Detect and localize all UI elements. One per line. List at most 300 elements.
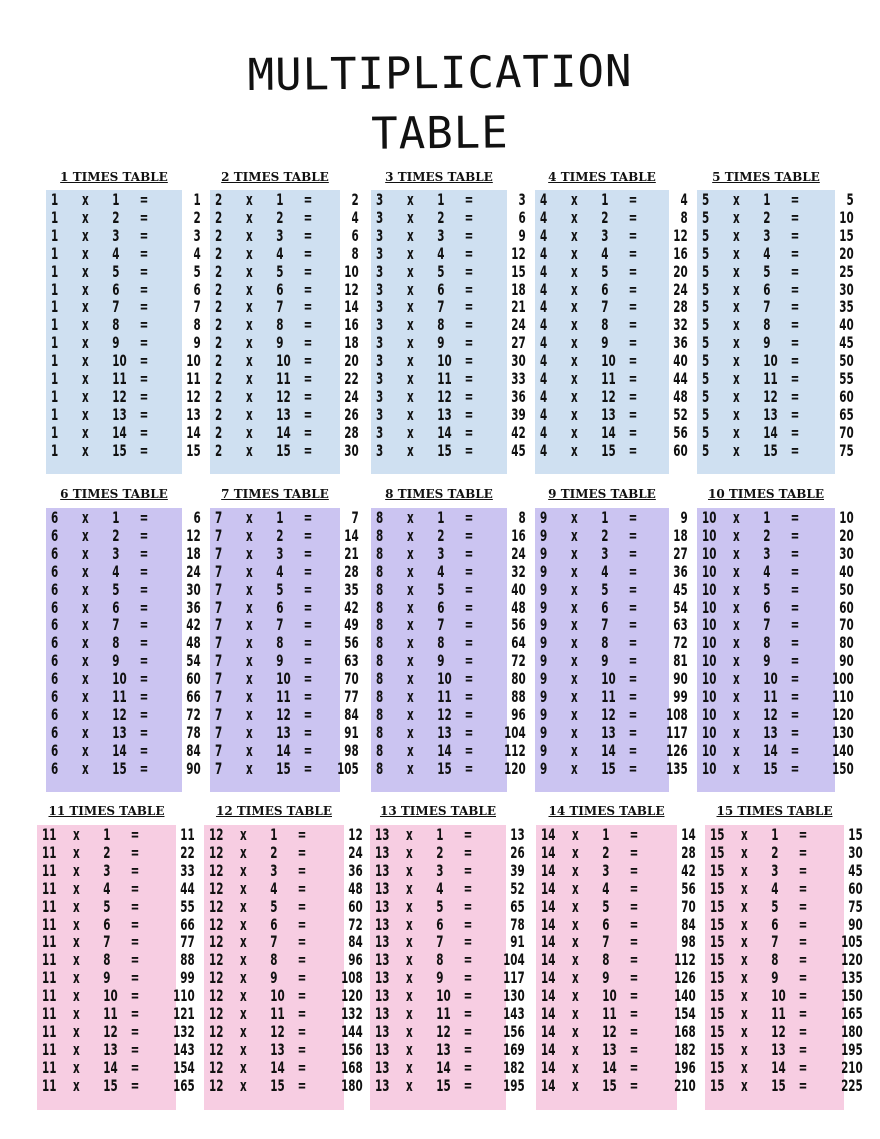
equals-sign: = (464, 225, 474, 245)
operand-a: 10 (702, 615, 717, 635)
table-row (536, 932, 696, 952)
operand-a: 11 (42, 1057, 57, 1077)
equals-sign: = (464, 669, 474, 689)
multiply-sign: x (572, 1039, 579, 1059)
equals-sign: = (139, 261, 149, 281)
operand-a: 1 (51, 369, 59, 388)
product: 16 (511, 525, 526, 545)
equals-sign: = (790, 651, 800, 671)
multiply-sign: x (246, 190, 253, 209)
operand-b: 1 (270, 825, 278, 844)
multiply-sign: x (82, 404, 89, 424)
table-row (535, 543, 688, 563)
table-row (705, 1021, 863, 1041)
operand-a: 4 (540, 369, 548, 388)
equals-sign: = (629, 1057, 639, 1077)
product: 77 (344, 687, 359, 706)
equals-sign: = (628, 561, 638, 581)
multiply-sign: x (406, 986, 413, 1006)
multiply-sign: x (246, 669, 253, 689)
multiply-sign: x (82, 207, 89, 227)
equals-sign: = (629, 914, 639, 934)
product: 90 (839, 651, 854, 671)
equals-sign: = (464, 758, 474, 778)
equals-sign: = (464, 597, 474, 617)
operand-a: 13 (375, 1039, 390, 1059)
multiply-sign: x (246, 404, 253, 424)
multiply-sign: x (571, 525, 578, 545)
multiply-sign: x (82, 525, 89, 545)
operand-a: 15 (710, 932, 725, 952)
operand-b: 3 (436, 860, 444, 880)
equals-sign: = (464, 615, 474, 635)
operand-b: 3 (112, 543, 120, 563)
operand-a: 8 (376, 633, 384, 653)
table-row (46, 225, 201, 245)
product: 27 (511, 333, 526, 353)
operand-a: 10 (702, 561, 717, 581)
table-row (210, 561, 359, 581)
operand-a: 1 (51, 440, 59, 460)
multiply-sign: x (407, 422, 414, 442)
operand-b: 9 (276, 651, 284, 671)
operand-b: 8 (436, 950, 444, 970)
multiply-sign: x (73, 825, 80, 844)
equals-sign: = (628, 315, 638, 335)
operand-a: 14 (541, 1057, 556, 1077)
operand-b: 11 (276, 687, 291, 706)
equals-sign: = (297, 1075, 307, 1095)
table-row (371, 669, 526, 689)
multiply-sign: x (733, 333, 740, 353)
equals-sign: = (464, 722, 474, 742)
multiply-sign: x (572, 932, 579, 952)
table-row (371, 687, 526, 706)
equals-sign: = (798, 1039, 808, 1059)
operand-a: 2 (215, 386, 223, 406)
multiply-sign: x (82, 579, 89, 599)
operand-a: 7 (215, 525, 223, 545)
operand-a: 10 (702, 579, 717, 599)
operand-a: 12 (209, 968, 224, 988)
multiply-sign: x (571, 440, 578, 460)
operand-b: 14 (112, 422, 127, 442)
product: 11 (180, 825, 195, 844)
product: 72 (186, 704, 201, 724)
table-heading-2: 2 TIMES TABLE (221, 170, 329, 184)
product: 24 (511, 543, 526, 563)
product: 98 (344, 740, 359, 760)
product: 91 (510, 932, 525, 952)
operand-b: 8 (276, 633, 284, 653)
table-row (370, 878, 525, 898)
table-row (371, 333, 526, 353)
equals-sign: = (130, 986, 140, 1006)
operand-a: 9 (540, 651, 548, 671)
operand-a: 9 (540, 615, 548, 635)
multiply-sign: x (571, 597, 578, 617)
multiply-sign: x (407, 740, 414, 760)
multiply-sign: x (741, 825, 748, 844)
product: 135 (666, 758, 688, 778)
operand-a: 4 (540, 404, 548, 424)
table-row (535, 722, 688, 742)
multiply-sign: x (571, 508, 578, 527)
product: 48 (673, 386, 688, 406)
operand-b: 8 (437, 633, 445, 653)
multiply-sign: x (407, 615, 414, 635)
multiply-sign: x (82, 440, 89, 460)
multiply-sign: x (741, 1039, 748, 1059)
equals-sign: = (297, 950, 307, 970)
multiply-sign: x (246, 543, 253, 563)
table-row (697, 758, 854, 778)
product: 165 (841, 1004, 863, 1023)
operand-b: 10 (270, 986, 285, 1006)
multiply-sign: x (733, 297, 740, 317)
operand-a: 2 (215, 422, 223, 442)
product: 12 (344, 279, 359, 299)
multiply-sign: x (571, 687, 578, 706)
equals-sign: = (629, 950, 639, 970)
product: 132 (341, 1004, 363, 1023)
multiply-sign: x (733, 404, 740, 424)
times-table-9 (535, 508, 688, 792)
product: 6 (193, 279, 201, 299)
product: 154 (674, 1004, 696, 1023)
multiply-sign: x (571, 243, 578, 263)
table-row (535, 279, 688, 299)
operand-b: 1 (103, 825, 111, 844)
table-row (204, 1039, 363, 1059)
operand-b: 11 (763, 369, 778, 388)
operand-b: 2 (763, 525, 771, 545)
multiply-sign: x (407, 633, 414, 653)
equals-sign: = (130, 1021, 140, 1041)
operand-a: 4 (540, 261, 548, 281)
table-row (37, 842, 195, 862)
table-row (210, 597, 359, 617)
equals-sign: = (303, 422, 313, 442)
product: 126 (666, 740, 688, 760)
table-row (210, 615, 359, 635)
table-row (697, 440, 854, 460)
operand-b: 7 (276, 297, 284, 317)
table-row (697, 543, 854, 563)
table-row (46, 543, 201, 563)
equals-sign: = (629, 896, 639, 916)
operand-a: 9 (540, 525, 548, 545)
operand-b: 15 (763, 440, 778, 460)
equals-sign: = (303, 261, 313, 281)
operand-b: 9 (270, 968, 278, 988)
operand-a: 12 (209, 914, 224, 934)
operand-b: 15 (601, 758, 616, 778)
product: 15 (848, 825, 863, 844)
multiply-sign: x (733, 633, 740, 653)
product: 45 (848, 860, 863, 880)
multiply-sign: x (246, 633, 253, 653)
operand-a: 12 (209, 1021, 224, 1041)
operand-b: 9 (763, 333, 771, 353)
table-row (535, 687, 688, 706)
product: 99 (180, 968, 195, 988)
table-heading-13: 13 TIMES TABLE (379, 804, 496, 818)
equals-sign: = (629, 825, 639, 844)
equals-sign: = (628, 758, 638, 778)
product: 54 (673, 597, 688, 617)
operand-b: 6 (602, 914, 610, 934)
product: 15 (511, 261, 526, 281)
operand-a: 4 (540, 351, 548, 371)
operand-a: 3 (376, 333, 384, 353)
table-row (535, 333, 688, 353)
equals-sign: = (628, 651, 638, 671)
operand-b: 2 (602, 842, 610, 862)
product: 15 (839, 225, 854, 245)
operand-a: 8 (376, 687, 384, 706)
product: 140 (832, 740, 854, 760)
equals-sign: = (798, 1057, 808, 1077)
operand-b: 8 (276, 315, 284, 335)
table-row (210, 243, 359, 263)
equals-sign: = (464, 386, 474, 406)
operand-a: 2 (215, 404, 223, 424)
table-row (370, 825, 525, 844)
operand-b: 12 (437, 386, 452, 406)
table-row (210, 351, 359, 371)
table-row (204, 932, 363, 952)
operand-a: 3 (376, 261, 384, 281)
multiply-sign: x (571, 190, 578, 209)
multiply-sign: x (73, 968, 80, 988)
equals-sign: = (798, 986, 808, 1006)
operand-b: 5 (601, 261, 609, 281)
operand-a: 3 (376, 297, 384, 317)
table-row (46, 440, 201, 460)
multiply-sign: x (407, 369, 414, 388)
table-row (370, 896, 525, 916)
operand-a: 12 (209, 1039, 224, 1059)
operand-b: 11 (437, 687, 452, 706)
equals-sign: = (139, 651, 149, 671)
multiply-sign: x (571, 669, 578, 689)
multiply-sign: x (246, 615, 253, 635)
table-row (210, 279, 359, 299)
equals-sign: = (628, 225, 638, 245)
operand-a: 8 (376, 579, 384, 599)
product: 40 (839, 561, 854, 581)
multiply-sign: x (246, 207, 253, 227)
equals-sign: = (790, 279, 800, 299)
equals-sign: = (628, 740, 638, 760)
operand-a: 5 (702, 369, 710, 388)
operand-a: 2 (215, 225, 223, 245)
operand-a: 1 (51, 351, 59, 371)
table-row (705, 1039, 863, 1059)
times-table-13 (370, 825, 525, 1110)
equals-sign: = (303, 543, 313, 563)
table-row (705, 878, 863, 898)
product: 4 (351, 207, 359, 227)
product: 120 (341, 986, 363, 1006)
multiply-sign: x (407, 315, 414, 335)
operand-b: 11 (763, 687, 778, 706)
table-heading-4: 4 TIMES TABLE (548, 170, 656, 184)
product: 60 (673, 440, 688, 460)
table-row (536, 878, 696, 898)
multiply-sign: x (572, 1004, 579, 1023)
multiply-sign: x (82, 315, 89, 335)
equals-sign: = (628, 508, 638, 527)
operand-b: 15 (771, 1075, 786, 1095)
operand-a: 5 (702, 440, 710, 460)
product: 42 (344, 597, 359, 617)
multiply-sign: x (82, 508, 89, 527)
equals-sign: = (790, 758, 800, 778)
multiply-sign: x (741, 860, 748, 880)
multiply-sign: x (741, 842, 748, 862)
multiply-sign: x (246, 369, 253, 388)
operand-b: 14 (436, 1057, 451, 1077)
table-row (370, 1039, 525, 1059)
operand-b: 15 (270, 1075, 285, 1095)
multiply-sign: x (407, 525, 414, 545)
equals-sign: = (139, 315, 149, 335)
operand-a: 1 (51, 422, 59, 442)
table-row (705, 825, 863, 844)
table-row (536, 950, 696, 970)
operand-b: 14 (437, 740, 452, 760)
operand-a: 9 (540, 740, 548, 760)
table-row (371, 704, 526, 724)
table-row (535, 615, 688, 635)
operand-b: 9 (112, 651, 120, 671)
product: 84 (681, 914, 696, 934)
equals-sign: = (297, 932, 307, 952)
operand-a: 9 (540, 633, 548, 653)
table-row (210, 543, 359, 563)
equals-sign: = (297, 878, 307, 898)
equals-sign: = (303, 297, 313, 317)
operand-a: 6 (51, 651, 59, 671)
operand-b: 8 (112, 315, 120, 335)
operand-b: 4 (602, 878, 610, 898)
operand-b: 14 (601, 740, 616, 760)
table-row (37, 950, 195, 970)
equals-sign: = (463, 860, 473, 880)
equals-sign: = (790, 297, 800, 317)
operand-a: 3 (376, 351, 384, 371)
multiply-sign: x (246, 561, 253, 581)
equals-sign: = (139, 704, 149, 724)
operand-b: 5 (763, 579, 771, 599)
product: 56 (344, 633, 359, 653)
operand-b: 13 (602, 1039, 617, 1059)
operand-b: 2 (276, 207, 284, 227)
operand-a: 2 (215, 297, 223, 317)
product: 22 (180, 842, 195, 862)
multiply-sign: x (733, 651, 740, 671)
operand-a: 15 (710, 1057, 725, 1077)
operand-b: 12 (763, 704, 778, 724)
operand-a: 10 (702, 543, 717, 563)
table-row (371, 243, 526, 263)
equals-sign: = (798, 878, 808, 898)
product: 104 (504, 722, 526, 742)
equals-sign: = (130, 1075, 140, 1095)
multiply-sign: x (406, 842, 413, 862)
multiply-sign: x (246, 315, 253, 335)
operand-a: 14 (541, 1039, 556, 1059)
table-row (46, 525, 201, 545)
equals-sign: = (464, 279, 474, 299)
multiply-sign: x (406, 878, 413, 898)
operand-a: 4 (540, 279, 548, 299)
operand-b: 9 (601, 333, 609, 353)
multiply-sign: x (82, 740, 89, 760)
multiply-sign: x (733, 722, 740, 742)
operand-a: 1 (51, 386, 59, 406)
equals-sign: = (464, 561, 474, 581)
equals-sign: = (130, 896, 140, 916)
multiply-sign: x (407, 543, 414, 563)
multiply-sign: x (73, 860, 80, 880)
table-row (371, 440, 526, 460)
operand-b: 1 (436, 825, 444, 844)
equals-sign: = (297, 842, 307, 862)
equals-sign: = (629, 968, 639, 988)
table-row (210, 261, 359, 281)
operand-a: 1 (51, 225, 59, 245)
table-row (371, 525, 526, 545)
operand-b: 2 (436, 842, 444, 862)
multiply-sign: x (741, 878, 748, 898)
table-row (371, 261, 526, 281)
operand-a: 1 (51, 243, 59, 263)
multiply-sign: x (733, 369, 740, 388)
table-row (371, 508, 526, 527)
table-row (46, 386, 201, 406)
table-row (37, 1057, 195, 1077)
product: 70 (681, 896, 696, 916)
operand-a: 12 (209, 896, 224, 916)
table-row (536, 968, 696, 988)
operand-a: 9 (540, 722, 548, 742)
table-row (210, 525, 359, 545)
operand-a: 14 (541, 896, 556, 916)
equals-sign: = (130, 1039, 140, 1059)
operand-b: 11 (601, 369, 616, 388)
product: 42 (511, 422, 526, 442)
table-row (210, 722, 359, 742)
equals-sign: = (463, 878, 473, 898)
equals-sign: = (629, 1075, 639, 1095)
operand-b: 8 (270, 950, 278, 970)
product: 26 (344, 404, 359, 424)
equals-sign: = (303, 669, 313, 689)
product: 130 (832, 722, 854, 742)
operand-a: 11 (42, 968, 57, 988)
equals-sign: = (303, 740, 313, 760)
equals-sign: = (130, 968, 140, 988)
product: 80 (839, 633, 854, 653)
product: 78 (186, 722, 201, 742)
product: 132 (173, 1021, 195, 1041)
operand-b: 6 (601, 597, 609, 617)
equals-sign: = (464, 440, 474, 460)
equals-sign: = (139, 369, 149, 388)
